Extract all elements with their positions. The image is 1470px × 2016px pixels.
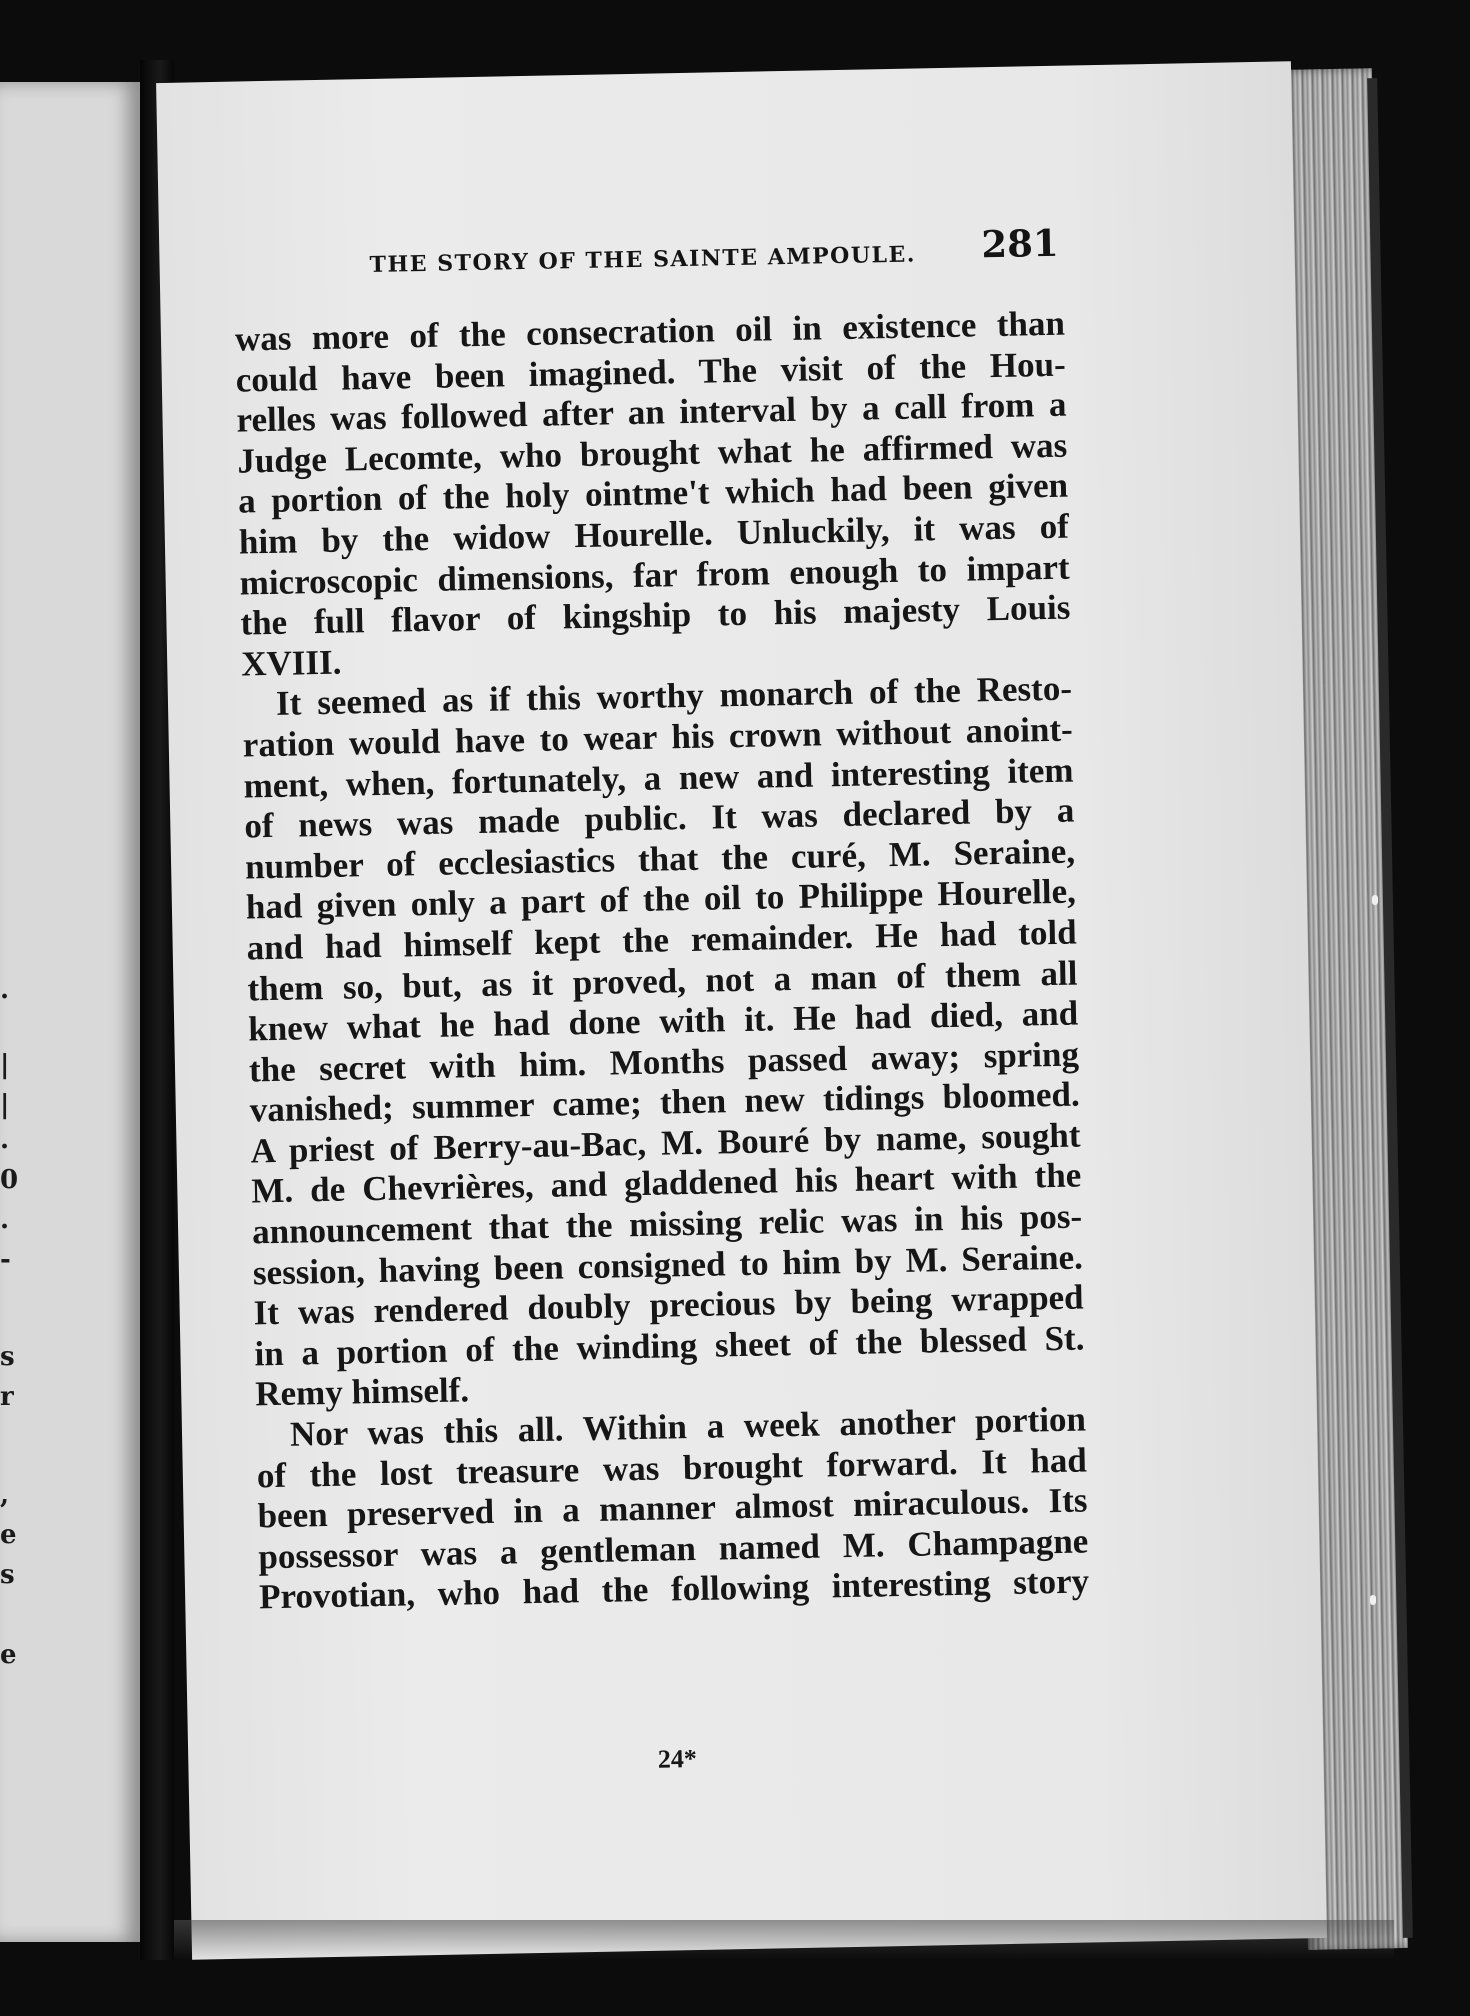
text-line: knew what he had done with it. He had died, and	[247, 993, 1079, 1049]
text-line: relles was followed after an interval by a call from a	[236, 384, 1067, 440]
text-line: him by the widow Hourelle. Unluckily, it was of	[238, 506, 1070, 562]
text-line: ment, when, fortunately, a new and interesting item	[243, 750, 1074, 806]
text-line: and had himself kept the remainder. He had told	[246, 912, 1077, 968]
body-text	[234, 303, 1090, 1774]
running-head	[369, 220, 1090, 294]
left-page-fragment: |	[0, 1050, 10, 1080]
paragraph	[242, 669, 1086, 1415]
text-line: could have been imagined. The visit of the Hou-	[235, 344, 1067, 400]
right-page	[156, 61, 1327, 1959]
text-line: microscopic dimensions, far from enough to impart	[239, 547, 1070, 603]
page-bottom-shadow	[174, 1920, 1394, 1960]
text-line: Judge Lecomte, who brought what he affirmed was	[236, 425, 1068, 481]
left-page-fragment: r	[0, 1382, 14, 1412]
left-page-fragment: s	[0, 1560, 15, 1590]
running-title: THE STORY OF THE SAINTE AMPOULE.	[369, 241, 917, 278]
left-page-fragment: -	[0, 1245, 11, 1275]
left-page-fragment: .	[0, 1125, 10, 1155]
left-page-fragment: ,	[0, 1480, 10, 1510]
text-line: number of ecclesiastics that the curé, M. Seraine,	[244, 831, 1076, 887]
text-line: of news was made public. It was declared by a	[243, 790, 1075, 846]
edge-speck	[1370, 1595, 1376, 1605]
left-page-fragment: |	[0, 1090, 10, 1120]
text-line: was more of the consecration oil in existence than	[234, 303, 1066, 359]
text-line: been preserved in a manner almost miraculous. Its	[257, 1480, 1088, 1536]
paragraph	[235, 304, 1072, 685]
text-line: A priest of Berry-au-Bac, M. Bouré by name, sought	[250, 1115, 1081, 1171]
text-line: had given only a part of the oil to Philippe Hourelle,	[245, 871, 1077, 927]
text-line: in a portion of the winding sheet of the blessed St.	[254, 1318, 1085, 1374]
text-line: M. de Chevrières, and gladdened his heart with the	[251, 1155, 1082, 1211]
text-line: It was rendered doubly precious by being wrapped	[253, 1277, 1084, 1333]
text-line: ration would have to wear his crown without anoint-	[242, 709, 1074, 765]
left-page-fragment: e	[0, 1520, 17, 1550]
text-line: possessor was a gentleman named M. Champagne	[258, 1521, 1089, 1577]
text-line: vanished; summer came; then new tidings bloomed.	[249, 1074, 1081, 1130]
page-number: 281	[980, 220, 1059, 267]
text-line: Remy himself.	[254, 1370, 470, 1414]
text-line: of the lost treasure was brought forward. It had	[256, 1440, 1088, 1496]
text-line: announcement that the missing relic was in his pos-	[251, 1196, 1083, 1252]
left-page-fragment: .	[0, 975, 10, 1005]
text-line: the secret with him. Months passed away; spring	[248, 1034, 1080, 1090]
text-line: It seemed as if this worthy monarch of the Resto-	[275, 668, 1073, 724]
left-page-fragment: 0	[0, 1165, 19, 1195]
text-line: the full flavor of kingship to his majesty Louis	[240, 587, 1071, 643]
text-line: Provotian, who had the following interesting story	[258, 1561, 1090, 1617]
text-line: them so, but, as it proved, not a man of them all	[247, 953, 1078, 1008]
left-page-fragment: e	[0, 1640, 17, 1670]
left-page-fragment: s	[0, 1342, 15, 1372]
text-line: Nor was this all. Within a week another portion	[289, 1399, 1087, 1454]
edge-speck	[1372, 895, 1378, 905]
signature-mark: 24*	[657, 1743, 698, 1774]
text-line: session, having been consigned to him by M. Seraine.	[252, 1237, 1084, 1293]
left-page	[0, 82, 140, 1942]
paragraph	[256, 1399, 1090, 1618]
text-line: a portion of the holy ointme't which had been given	[237, 466, 1069, 521]
left-page-fragment: .	[0, 1205, 10, 1235]
text-line: XVIII.	[240, 642, 342, 684]
